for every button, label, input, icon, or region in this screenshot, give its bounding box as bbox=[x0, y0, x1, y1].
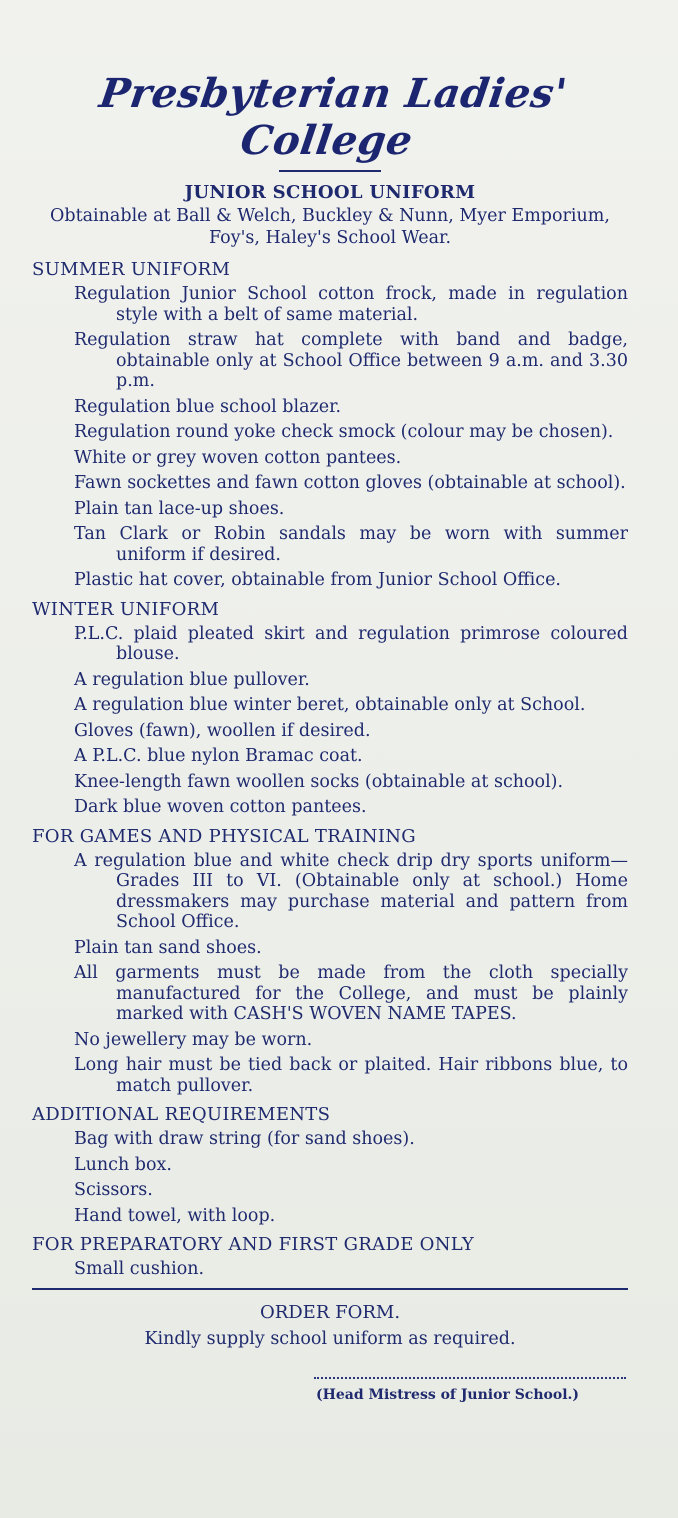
list-item: Gloves (fawn), woollen if desired. bbox=[74, 720, 371, 741]
list-item: Plain tan lace-up shoes. bbox=[74, 498, 285, 519]
signature-line[interactable] bbox=[314, 1377, 626, 1379]
signature-label: (Head Mistress of Junior School.) bbox=[316, 1386, 580, 1403]
list-item: Fawn sockettes and fawn cotton gloves (obtainable at school). bbox=[74, 473, 626, 493]
list-item: Small cushion. bbox=[74, 1259, 205, 1279]
list-item: Bag with draw string (for sand shoes). bbox=[74, 1129, 415, 1149]
list-item: All garments must be made from the cloth specially manufactured for the College, and must be plainly marked with CASH'S WOVEN NAME TAPES. bbox=[74, 963, 628, 1024]
order-form-title: ORDER FORM. bbox=[259, 1301, 401, 1323]
stockists-text: Obtainable at Ball & Welch, Buckley & Nunn, Myer Emporium, Foy's, Haley's School Wear. bbox=[50, 206, 610, 248]
list-item: Lunch box. bbox=[74, 1154, 172, 1175]
section-games bbox=[32, 826, 628, 1097]
document-subtitle: JUNIOR SCHOOL UNIFORM bbox=[184, 182, 476, 203]
list-item: Hand towel, with loop. bbox=[74, 1205, 276, 1226]
item-list bbox=[32, 851, 628, 1097]
list-item: Knee-length fawn woollen socks (obtainable at school). bbox=[74, 771, 564, 792]
section-heading: FOR GAMES AND PHYSICAL TRAINING bbox=[32, 825, 416, 847]
item-list bbox=[32, 1259, 628, 1280]
order-form-text: Kindly supply school uniform as required. bbox=[144, 1328, 516, 1349]
item-list bbox=[32, 624, 628, 818]
section-winter bbox=[32, 599, 628, 818]
list-item: A regulation blue winter beret, obtainable only at School. bbox=[74, 695, 586, 715]
list-item: Regulation Junior School cotton frock, made in regulation style with a belt of same material. bbox=[74, 284, 628, 325]
list-item: Dark blue woven cotton pantees. bbox=[74, 797, 367, 817]
list-item: Plastic hat cover, obtainable from Junior School Office. bbox=[74, 570, 561, 590]
title-underline bbox=[279, 170, 381, 172]
list-item: Tan Clark or Robin sandals may be worn with summer uniform if desired. bbox=[74, 524, 628, 565]
section-additional bbox=[32, 1104, 628, 1226]
item-list bbox=[32, 1129, 628, 1226]
list-item: Regulation blue school blazer. bbox=[74, 396, 342, 417]
divider bbox=[32, 1288, 628, 1290]
list-item: White or grey woven cotton pantees. bbox=[74, 447, 402, 468]
section-heading: FOR PREPARATORY AND FIRST GRADE ONLY bbox=[32, 1234, 475, 1255]
college-title: Presbyterian Ladies' College bbox=[96, 70, 571, 164]
list-item: No jewellery may be worn. bbox=[74, 1029, 313, 1050]
section-heading: SUMMER UNIFORM bbox=[32, 259, 231, 280]
list-item: Long hair must be tied back or plaited. Hair ribbons blue, to match pullover. bbox=[74, 1055, 628, 1096]
section-heading: ADDITIONAL REQUIREMENTS bbox=[32, 1104, 331, 1125]
list-item: P.L.C. plaid pleated skirt and regulation primrose coloured blouse. bbox=[74, 623, 628, 664]
section-preparatory bbox=[32, 1234, 628, 1280]
list-item: Regulation straw hat complete with band and badge, obtainable only at School Office between 9 a.m. and 3.30 p.m. bbox=[74, 330, 628, 391]
section-summer bbox=[32, 259, 628, 591]
order-form bbox=[32, 1302, 628, 1403]
list-item: Scissors. bbox=[74, 1180, 153, 1200]
item-list bbox=[32, 284, 628, 591]
list-item: A regulation blue and white check drip dry sports uniform—Grades III to VI. (Obtainable only at school.) Home dressmakers may purchase material and pattern from School Office. bbox=[74, 850, 628, 932]
list-item: A P.L.C. blue nylon Bramac coat. bbox=[74, 746, 363, 766]
section-heading: WINTER UNIFORM bbox=[32, 598, 220, 620]
list-item: Plain tan sand shoes. bbox=[74, 937, 262, 958]
list-item: Regulation round yoke check smock (colour may be chosen). bbox=[74, 422, 614, 442]
list-item: A regulation blue pullover. bbox=[74, 669, 310, 690]
